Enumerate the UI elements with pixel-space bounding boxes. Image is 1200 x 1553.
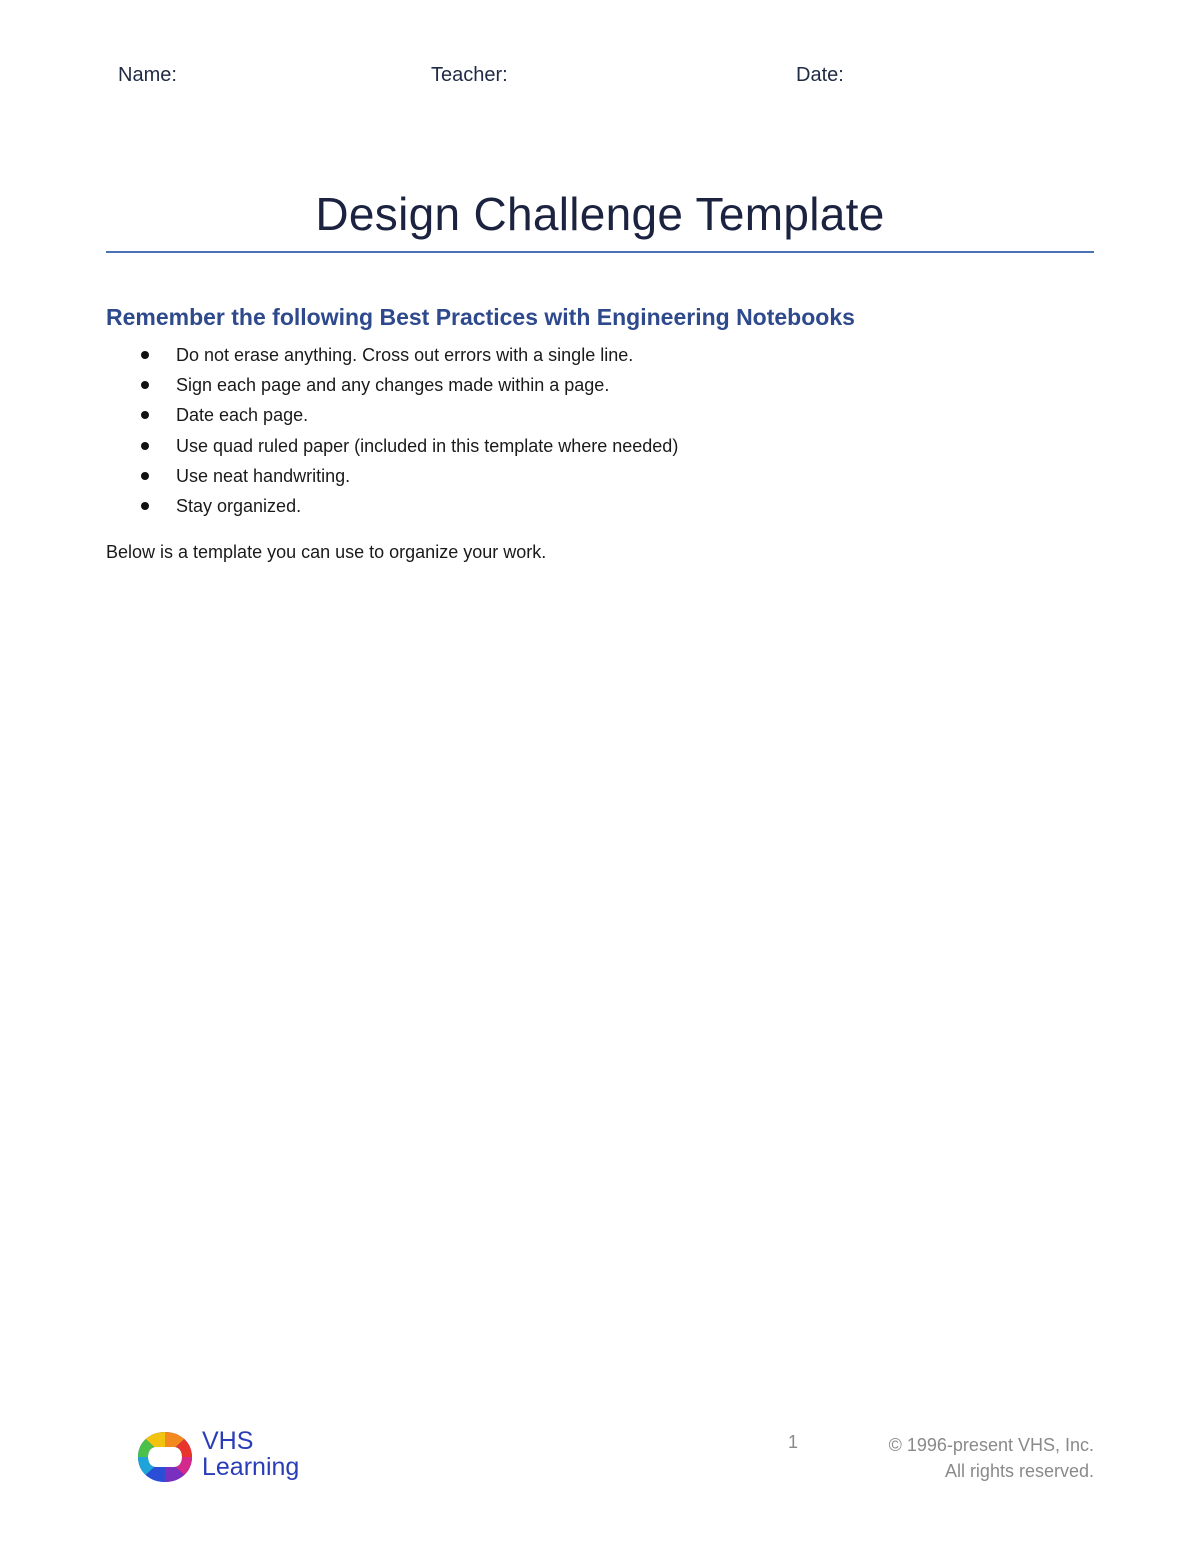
date-label: Date: [796,64,844,86]
page-title: Design Challenge Template [315,188,885,240]
list-item-text: Stay organized. [176,495,302,516]
bullet-icon [141,502,149,510]
logo-text-vhs: VHS [202,1427,254,1455]
bullet-icon [141,411,149,419]
list-item-text: Date each page. [176,405,309,426]
copyright-line: © 1996-present VHS, Inc. [888,1435,1094,1455]
bullet-icon [141,472,149,480]
best-practices-list [106,340,1006,521]
list-item [106,370,1006,400]
vhs-learning-logo [136,1428,336,1488]
bullet-icon [141,442,149,450]
list-item-text: Sign each page and any changes made within a page. [176,375,610,396]
bullet-icon [141,351,149,359]
logo-text-learning: Learning [202,1453,300,1481]
title-divider [106,251,1094,253]
list-item [106,491,1006,521]
list-item [106,400,1006,430]
logo-wordmark [202,1428,299,1480]
list-item-text: Do not erase anything. Cross out errors with a single line. [176,345,634,365]
bullet-icon [141,381,149,389]
list-item [106,340,1006,370]
name-label: Name: [118,64,177,86]
rights-line: All rights reserved. [944,1461,1094,1481]
copyright-notice [889,1432,1094,1484]
section-heading: Remember the following Best Practices with Engineering Notebooks [106,304,855,330]
header-fields [118,64,1078,92]
vhs-logo-icon [136,1430,194,1484]
page-number: 1 [788,1432,799,1452]
list-item [106,461,1006,491]
list-item [106,431,1006,461]
list-item-text: Use neat handwriting. [176,465,351,486]
teacher-label: Teacher: [431,64,508,86]
list-item-text: Use quad ruled paper (included in this template where needed) [176,435,679,456]
intro-paragraph: Below is a template you can use to organize your work. [106,542,547,562]
